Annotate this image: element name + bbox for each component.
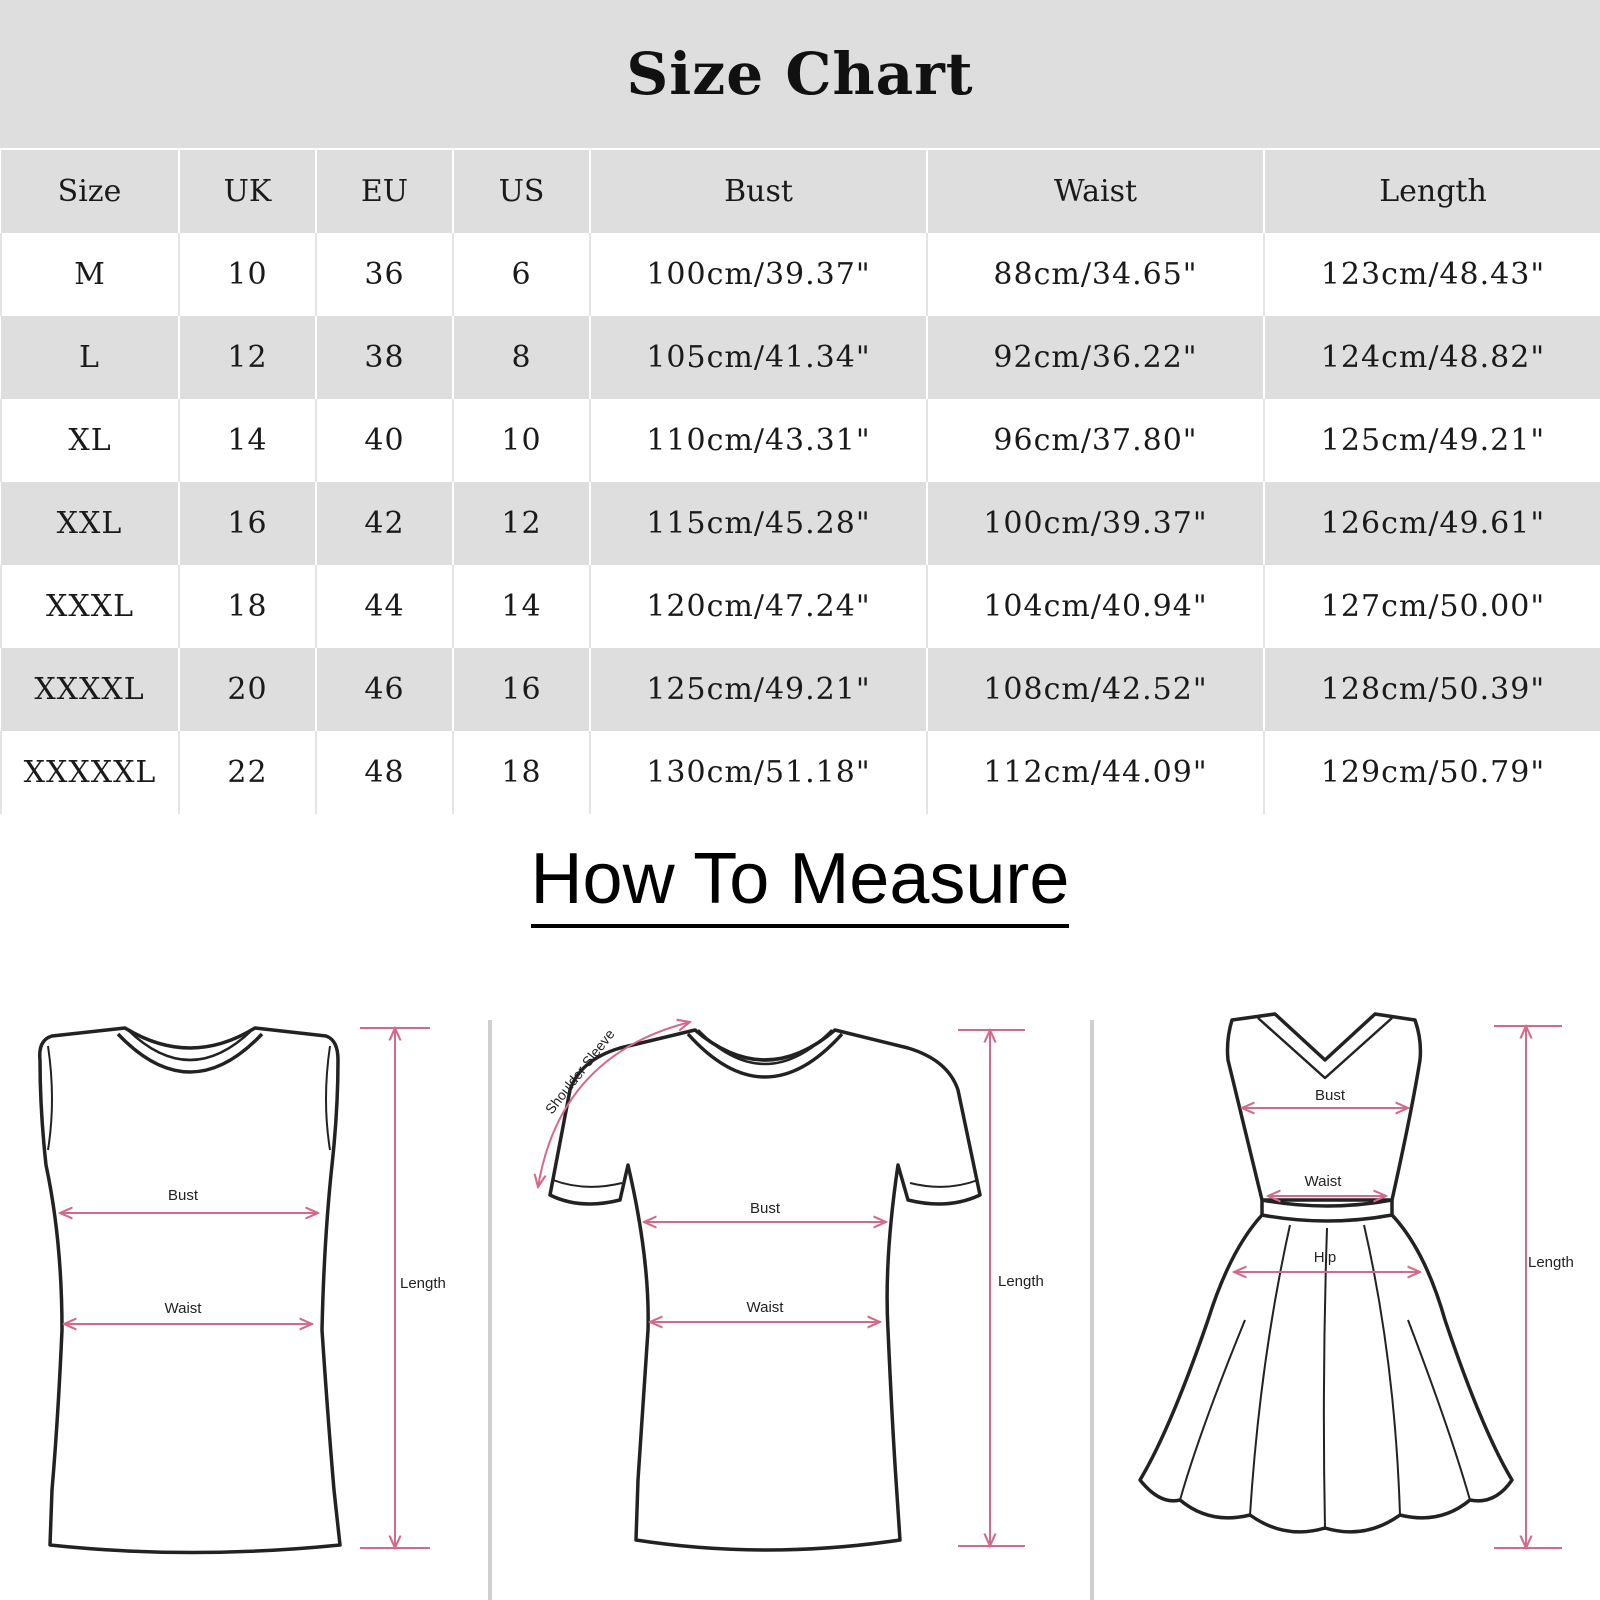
how-to-measure-heading (0, 839, 1600, 928)
cell-uk: 18 (179, 565, 316, 648)
tank-bust-label: Bust (167, 1187, 199, 1204)
cell-us: 6 (453, 233, 590, 316)
cell-us: 12 (453, 482, 590, 565)
dress-skirt-fold (1408, 1320, 1470, 1500)
cell-eu: 36 (316, 233, 453, 316)
cell-us: 8 (453, 316, 590, 399)
tee-waist-label: Waist (746, 1299, 784, 1316)
tee-shoulder-sleeve-label: Shoulder Sleeve (541, 1026, 618, 1117)
dress-hip-label: Hip (1313, 1249, 1337, 1266)
cell-uk: 20 (179, 648, 316, 731)
header-us: US (453, 150, 590, 233)
dress-waist-label: Waist (1304, 1173, 1342, 1190)
size-table (0, 150, 1600, 814)
cell-length: 128cm/50.39" (1264, 648, 1600, 731)
table-row (1, 233, 1600, 316)
title-band (0, 0, 1600, 148)
cell-uk: 16 (179, 482, 316, 565)
cell-bust: 100cm/39.37" (590, 233, 927, 316)
cell-length: 126cm/49.61" (1264, 482, 1600, 565)
table-row (1, 399, 1600, 482)
tshirt-sleeve-hem (553, 1180, 622, 1187)
cell-uk: 14 (179, 399, 316, 482)
tank-top-collar-inner (128, 1030, 252, 1060)
dress-bust-label: Bust (1314, 1087, 1346, 1104)
cell-size: M (1, 233, 179, 316)
header-eu: EU (316, 150, 453, 233)
cell-bust: 130cm/51.18" (590, 731, 927, 814)
measurement-diagrams (0, 1000, 1600, 1600)
tank-top-armhole-seam (48, 1046, 52, 1150)
table-row (1, 648, 1600, 731)
cell-size: L (1, 316, 179, 399)
cell-eu: 42 (316, 482, 453, 565)
page-title: Size Chart (626, 40, 974, 108)
tank-top-armhole-seam (326, 1046, 330, 1150)
cell-us: 18 (453, 731, 590, 814)
garment-illustrations (0, 1000, 1600, 1600)
dress-skirt-fold (1180, 1320, 1245, 1500)
header-waist: Waist (927, 150, 1264, 233)
table-header-row (1, 150, 1600, 233)
tank-length-label: Length (400, 1275, 446, 1292)
tee-bust-label: Bust (749, 1200, 781, 1217)
cell-uk: 10 (179, 233, 316, 316)
cell-eu: 40 (316, 399, 453, 482)
tank-top-outline (40, 1028, 340, 1553)
cell-size: XXXXXL (1, 731, 179, 814)
table-row (1, 482, 1600, 565)
cell-waist: 108cm/42.52" (927, 648, 1264, 731)
cell-length: 129cm/50.79" (1264, 731, 1600, 814)
dress-waistband (1262, 1200, 1392, 1221)
tshirt-measures (538, 1022, 1025, 1546)
cell-eu: 38 (316, 316, 453, 399)
tshirt-diagram (550, 1030, 980, 1550)
cell-bust: 120cm/47.24" (590, 565, 927, 648)
cell-uk: 12 (179, 316, 316, 399)
header-bust: Bust (590, 150, 927, 233)
cell-waist: 92cm/36.22" (927, 316, 1264, 399)
tshirt-outline (550, 1030, 980, 1550)
cell-waist: 96cm/37.80" (927, 399, 1264, 482)
cell-us: 10 (453, 399, 590, 482)
tshirt-sleeve-hem (910, 1180, 978, 1187)
cell-us: 14 (453, 565, 590, 648)
header-length: Length (1264, 150, 1600, 233)
cell-size: XL (1, 399, 179, 482)
tank-top-diagram (40, 1028, 340, 1553)
cell-length: 123cm/48.43" (1264, 233, 1600, 316)
tank-top-measures (60, 1028, 430, 1548)
cell-length: 127cm/50.00" (1264, 565, 1600, 648)
how-to-measure-title: How To Measure (531, 842, 1070, 928)
cell-waist: 100cm/39.37" (927, 482, 1264, 565)
cell-bust: 105cm/41.34" (590, 316, 927, 399)
cell-eu: 44 (316, 565, 453, 648)
cell-waist: 104cm/40.94" (927, 565, 1264, 648)
cell-length: 125cm/49.21" (1264, 399, 1600, 482)
header-uk: UK (179, 150, 316, 233)
table-row (1, 316, 1600, 399)
cell-waist: 112cm/44.09" (927, 731, 1264, 814)
cell-eu: 46 (316, 648, 453, 731)
table-row (1, 731, 1600, 814)
header-size: Size (1, 150, 179, 233)
cell-us: 16 (453, 648, 590, 731)
cell-bust: 115cm/45.28" (590, 482, 927, 565)
cell-waist: 88cm/34.65" (927, 233, 1264, 316)
cell-uk: 22 (179, 731, 316, 814)
dress-neckline (1258, 1018, 1392, 1078)
cell-bust: 125cm/49.21" (590, 648, 927, 731)
cell-size: XXXXL (1, 648, 179, 731)
cell-size: XXL (1, 482, 179, 565)
dress-length-label: Length (1528, 1254, 1574, 1271)
cell-eu: 48 (316, 731, 453, 814)
cell-length: 124cm/48.82" (1264, 316, 1600, 399)
tee-length-label: Length (998, 1273, 1044, 1290)
table-row (1, 565, 1600, 648)
cell-size: XXXL (1, 565, 179, 648)
tank-waist-label: Waist (164, 1300, 202, 1317)
dress-skirt-fold (1364, 1225, 1400, 1515)
dress-skirt-fold (1250, 1225, 1290, 1515)
cell-bust: 110cm/43.31" (590, 399, 927, 482)
